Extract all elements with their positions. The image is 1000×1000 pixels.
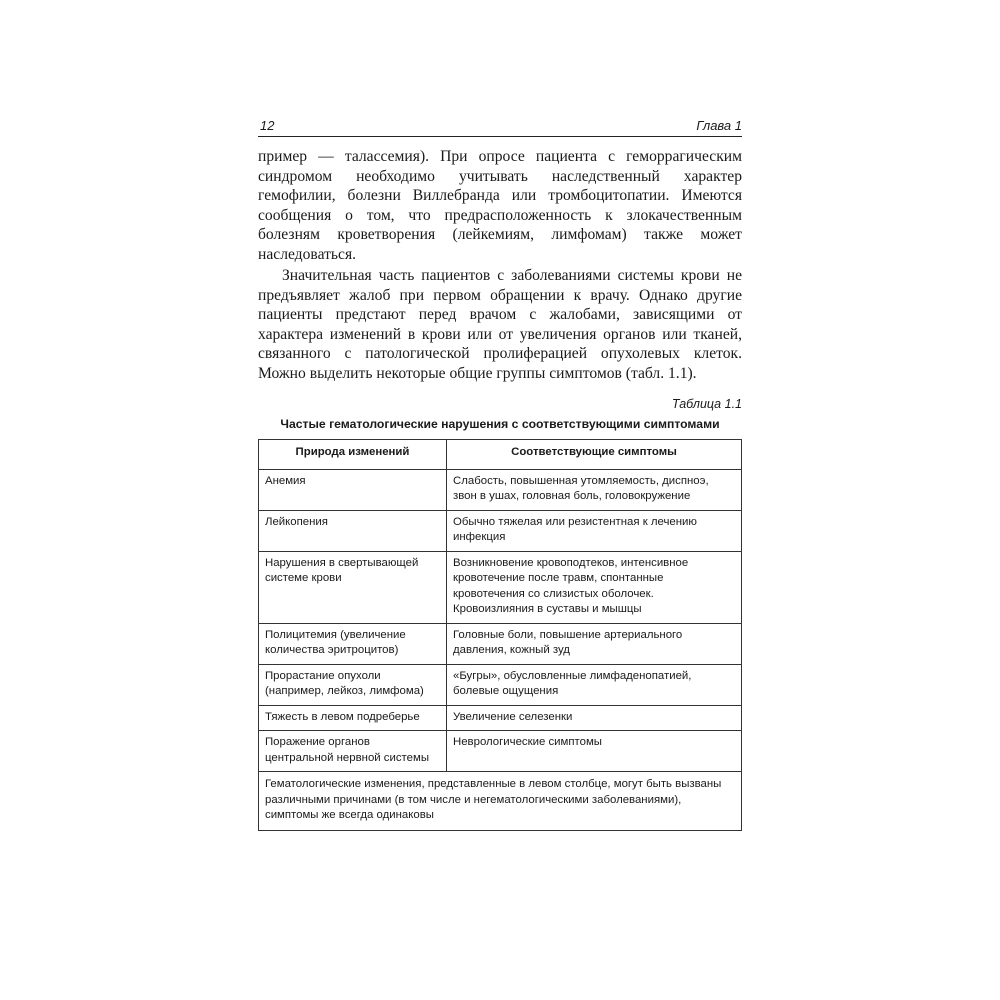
table-row xyxy=(259,664,742,705)
cause-cell: Прорастание опухоли (например, лейкоз, лимфома) xyxy=(259,664,447,705)
column-header-symptoms: Соответствующие симптомы xyxy=(447,440,742,470)
table-row xyxy=(259,731,742,772)
chapter-label: Глава 1 xyxy=(696,118,742,133)
running-head xyxy=(258,118,742,137)
symptoms-cell: «Бугры», обусловленные лимфаденопатией, болевые ощущения xyxy=(447,664,742,705)
table-row xyxy=(259,469,742,510)
paragraph-1: пример — талассемия). При опросе пациента с геморрагическим синдромом необходимо учитывать наследственный характер гемофилии, болезни Виллебранда или тромбоцитопатии. Имеются сообщения о том, что предрасположенность к злокачественным болезням кроветворения (лейкемиям, лимфомам) также может наследоваться. xyxy=(258,148,742,263)
cause-cell: Полицитемия (увеличение количества эритроцитов) xyxy=(259,623,447,664)
cause-cell: Анемия xyxy=(259,469,447,510)
symptoms-cell: Неврологические симптомы xyxy=(447,731,742,772)
table-row xyxy=(259,705,742,731)
table-footnote: Гематологические изменения, представленные в левом столбце, могут быть вызваны различными причинами (в том числе и негематологическими заболеваниями), симптомы же всегда одинаковы xyxy=(259,772,742,831)
cause-cell: Тяжесть в левом подреберье xyxy=(259,705,447,731)
symptoms-cell: Возникновение кровоподтеков, интенсивное кровотечение после травм, спонтанные кровотечения со слизистых оболочек. Кровоизлияния в суставы и мышцы xyxy=(447,551,742,623)
cause-cell: Нарушения в свертывающей системе крови xyxy=(259,551,447,623)
table-number: Таблица 1.1 xyxy=(671,397,742,411)
table-row xyxy=(259,623,742,664)
table-footnote-row xyxy=(259,772,742,831)
cause-cell: Поражение органов центральной нервной системы xyxy=(259,731,447,772)
paragraph-2: Значительная часть пациентов с заболеваниями системы крови не предъявляет жалоб при первом обращении к врачу. Однако другие пациенты предстают перед врачом с жалобами, зависящими от характера изменений в крови или от увеличения органов или тканей, связанного с патологической пролиферацией опухолевых клеток. Можно выделить некоторые общие группы симптомов (табл. 1.1). xyxy=(258,267,742,382)
table-row xyxy=(259,510,742,551)
symptoms-cell: Слабость, повышенная утомляемость, диспноэ, звон в ушах, головная боль, головокружение xyxy=(447,469,742,510)
table-title: Частые гематологические нарушения с соответствующими симптомами xyxy=(280,417,720,431)
cause-cell: Лейкопения xyxy=(259,510,447,551)
table-row xyxy=(259,551,742,623)
symptoms-cell: Увеличение селезенки xyxy=(447,705,742,731)
body-text xyxy=(258,147,742,383)
symptoms-cell: Головные боли, повышение артериального давления, кожный зуд xyxy=(447,623,742,664)
symptoms-cell: Обычно тяжелая или резистентная к лечению инфекция xyxy=(447,510,742,551)
symptoms-table xyxy=(258,439,742,831)
column-header-cause: Природа изменений xyxy=(259,440,447,470)
page-number: 12 xyxy=(260,118,275,133)
table-header-row xyxy=(259,440,742,470)
book-page xyxy=(258,118,742,831)
